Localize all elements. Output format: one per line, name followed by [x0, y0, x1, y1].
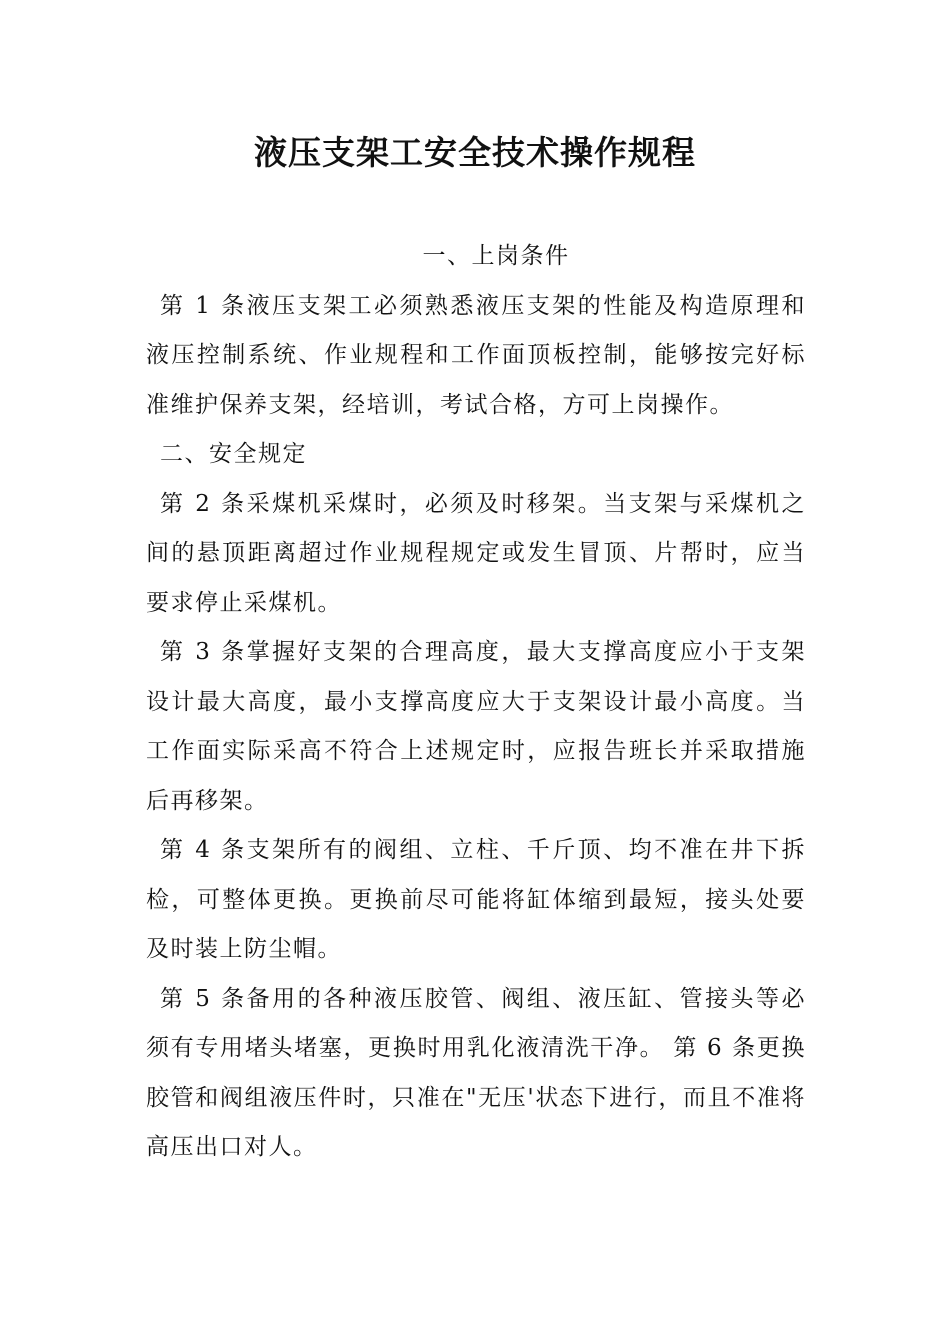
- article-2-paragraph: 第 2 条采煤机采煤时，必须及时移架。当支架与采煤机之间的悬顶距离超过作业规程规定或发生冒顶、片帮时，应当要求停止采煤机。: [146, 490, 806, 616]
- section-heading-qualification: 一、上岗条件: [422, 243, 570, 269]
- article-3-paragraph: 第 3 条掌握好支架的合理高度，最大支撑高度应小于支架设计最大高度，最小支撑高度应大于支架设计最小高度。当工作面实际采高不符合上述规定时，应报告班长并采取措施后再移架。: [146, 639, 806, 814]
- article-5-6-paragraph: 第 5 条备用的各种液压胶管、阀组、液压缸、管接头等必须有专用堵头堵塞，更换时用乳化液清洗干净。 第 6 条更换胶管和阀组液压件时，只准在"无压'状态下进行，而且不准将高压出口对人。: [146, 985, 806, 1160]
- article-1-paragraph: 第 1 条液压支架工必须熟悉液压支架的性能及构造原理和液压控制系统、作业规程和工作面顶板控制，能够按完好标准维护保养支架，经培训，考试合格，方可上岗操作。: [146, 292, 806, 418]
- section-heading-safety-rules: 二、安全规定: [160, 441, 307, 467]
- document-title: 液压支架工安全技术操作规程: [254, 133, 696, 172]
- document-body: [146, 232, 806, 1173]
- article-4-paragraph: 第 4 条支架所有的阀组、立柱、千斤顶、均不准在井下拆检，可整体更换。更换前尽可能将缸体缩到最短，接头处要及时装上防尘帽。: [146, 837, 806, 962]
